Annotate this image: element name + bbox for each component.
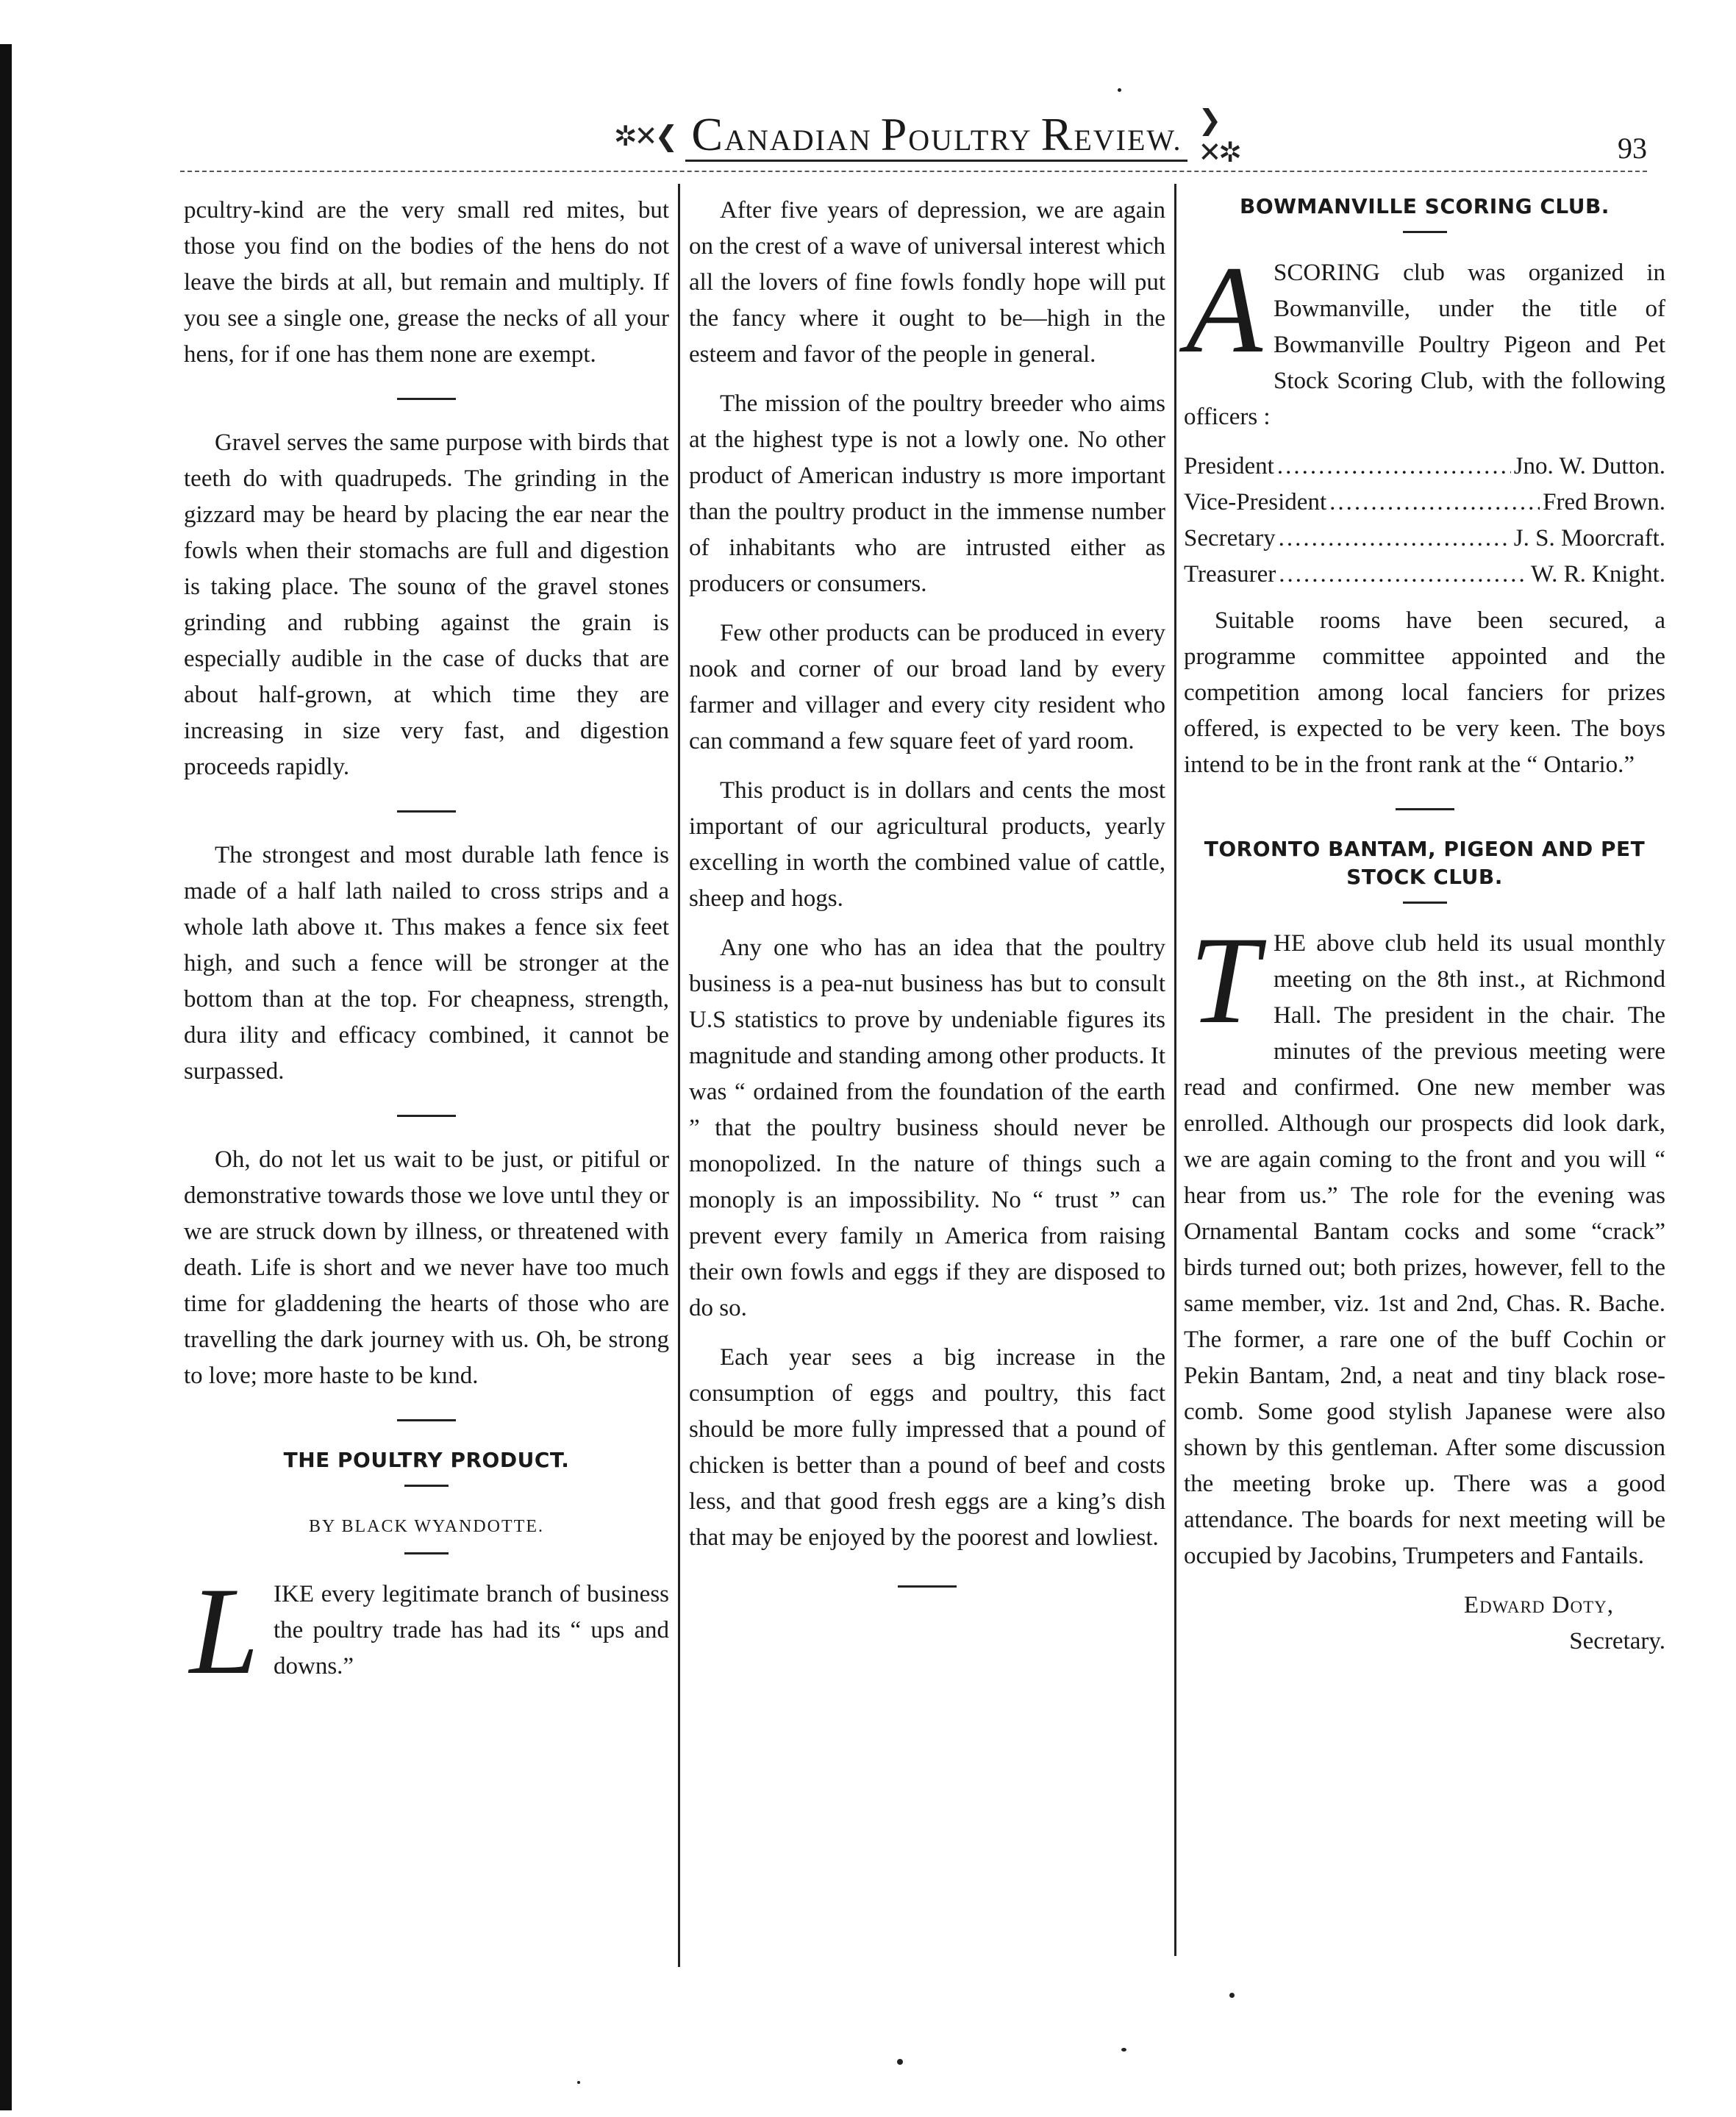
article-paragraph: Few other products can be produced in every nook and corner of our broad land by every farmer and villager and every city resident who can command a few square feet of yard room. <box>689 620 1165 754</box>
column-3 <box>1184 193 1665 1660</box>
heading-divider <box>1403 902 1447 904</box>
signature-name: Edward Doty, <box>1463 1592 1614 1618</box>
article-paragraph: A SCORING club was organized in Bowmanville, under the title of Bowmanville Poultry Pigeon and Pet Stock Scoring Club, with the following officers : <box>1184 240 1665 430</box>
article-paragraph: pcultry-kind are the very small red mites, but those you find on the bodies of the hens do not leave the birds at all, but remain and multiply. If you see a single one, grease the necks of all your hens, for if one has them none are exempt. <box>184 197 669 368</box>
club-heading: TORONTO BANTAM, PIGEON AND PET STOCK CLUB. <box>1204 837 1646 889</box>
left-ornament-icon: ✲✕❮ <box>613 120 676 152</box>
article-paragraph: Each year sees a big increase in the consumption of eggs and poultry, this fact should be more fully impressed that a pound of chicken is better than a pound of beef and costs less, and that good fresh eggs are a king’s dish that may be enjoyed by the poorest and lowliest. <box>689 1344 1165 1551</box>
article-paragraph: T HE above club held its usual monthly meeting on the 8th inst., at Richmond Hall. The president in the chair. The minutes of the previous meeting were read and confirmed. One new member was enrolled. Although our prospects did look dark, we are again coming to the front and you will “ hear from us.” The role for the evening was Ornamental Bantam cocks and some “crack” birds turned out; both prizes, however, fell to the same member, viz. 1st and 2nd, Chas. R. Bache. The former, a rare one of the buff Cochin or Pekin Bantam, 2nd, a neat and tiny black rose-comb. Some good stylish Japanese were also shown by this gentleman. After some discussion the meeting broke up. There was a good attendance. The boards for next meeting will be occupied by Jacobins, Trumpeters and Fantails. <box>1184 911 1665 1569</box>
article-paragraph: This product is in dollars and cents the most important of our agricultural products, yearly excelling in worth the combined value of cattle, sheep and hogs. <box>689 777 1165 912</box>
page-spine-shadow <box>0 0 15 2117</box>
club-heading: BOWMANVILLE SCORING CLUB. <box>1240 194 1610 218</box>
article-paragraph: After five years of depression, we are again on the crest of a wave of universal interest which all the lovers of fine fowls fondly hope will put the fancy where it ought to be—high in the esteem and favor of the people in general. <box>689 197 1165 368</box>
section-divider <box>898 1585 957 1588</box>
page-number: 93 <box>1618 132 1647 165</box>
heading-divider <box>1403 231 1447 233</box>
scan-speck <box>1121 2048 1126 2052</box>
article-paragraph: L IKE every legitimate branch of business the poultry trade has had its “ ups and downs.” <box>184 1577 669 1685</box>
drop-cap-letter: A <box>1186 240 1262 379</box>
article-paragraph: Gravel serves the same purpose with birds that teeth do with quadrupeds. The grinding in the gizzard may be heard by placing the ear near the fowls when their stomachs are full and digestion is taking place. The sounα of the gravel stones grinding and rubbing against the grain is especially audible in the case of ducks that are about half-grown, at which time they are increasing in size very fast, and digestion proceeds rapidly. <box>184 429 669 780</box>
column-divider-1 <box>678 184 680 1967</box>
section-divider <box>397 810 456 813</box>
heading-divider <box>404 1485 449 1487</box>
signature-title: Secretary. <box>1569 1628 1665 1654</box>
officer-row: Vice-President ..... Fred Brown. <box>1184 485 1665 521</box>
column-divider-2 <box>1174 184 1176 1956</box>
heading-divider <box>404 1552 449 1554</box>
section-divider <box>1396 808 1454 810</box>
scan-speck <box>897 2059 903 2065</box>
scan-speck <box>577 2081 580 2084</box>
article-paragraph: Oh, do not let us wait to be just, or pitiful or demonstrative towards those we love untıl they or we are struck down by illness, or threatened with death. Life is short and we never have too much time for gladdening the hearts of those who are travelling the dark journey with us. Oh, be strong to love; more haste to be kınd. <box>184 1146 669 1389</box>
officer-row: Treasurer ..... W. R. Knight. <box>1184 557 1665 593</box>
section-divider <box>397 1115 456 1117</box>
article-paragraph: The strongest and most durable lath fence is made of a half lath nailed to cross strips and a whole lath above ıt. Thıs makes a fence six feet high, and such a fence will be stronger at the bottom than at the top. For cheapness, strength, dura ility and efficacy combined, it cannot be surpassed. <box>184 842 669 1085</box>
section-divider <box>397 1419 456 1421</box>
article-paragraph: Suitable rooms have been secured, a programme committee appointed and the competition among local fanciers for prizes offered, is expected to be very keen. The boys intend to be in the front rank at the “ Ontario.” <box>1184 607 1665 778</box>
officer-row: Secretary ..... J. S. Moorcraft. <box>1184 521 1665 557</box>
section-divider <box>397 398 456 400</box>
masthead <box>613 104 1240 168</box>
article-heading: THE POULTRY PRODUCT. <box>283 1448 570 1472</box>
drop-cap-letter: L <box>189 1562 260 1700</box>
article-paragraph: Any one who has an idea that the poultry business is a pea-nut business has but to consult U.S statistics to prove by undeniable figures its magnitude and standing among other products. It was “ ordained from the foundation of the earth ” that the poultry business should never be monopolized. In the nature of things such a monoply is an impossibility. No “ trust ” can prevent every family ın America from raising their own fowls and eggs if they are disposed to do so. <box>689 935 1165 1321</box>
right-ornament-icon: ❯✕✲ <box>1198 104 1240 168</box>
drop-cap-letter: T <box>1189 911 1260 1049</box>
officer-row: President ..... Jno. W. Dutton. <box>1184 449 1665 485</box>
publication-title: C ANADIAN P OULTRY R EVIEW. <box>685 111 1187 162</box>
signature-block <box>1184 1588 1665 1660</box>
article-paragraph: The mission of the poultry breeder who aims at the highest type is not a lowly one. No other product of American industry ıs more important than the poultry product in the immense number of inhabitants who are intrusted either as producers or consumers. <box>689 390 1165 597</box>
article-byline: BY BLACK WYANDOTTE. <box>309 1517 544 1536</box>
scan-speck <box>1118 88 1121 92</box>
scan-speck <box>1229 1993 1235 1998</box>
header-rule <box>180 171 1647 172</box>
column-2 <box>689 193 1165 1613</box>
column-1 <box>184 193 669 1698</box>
officers-list <box>1184 449 1665 593</box>
